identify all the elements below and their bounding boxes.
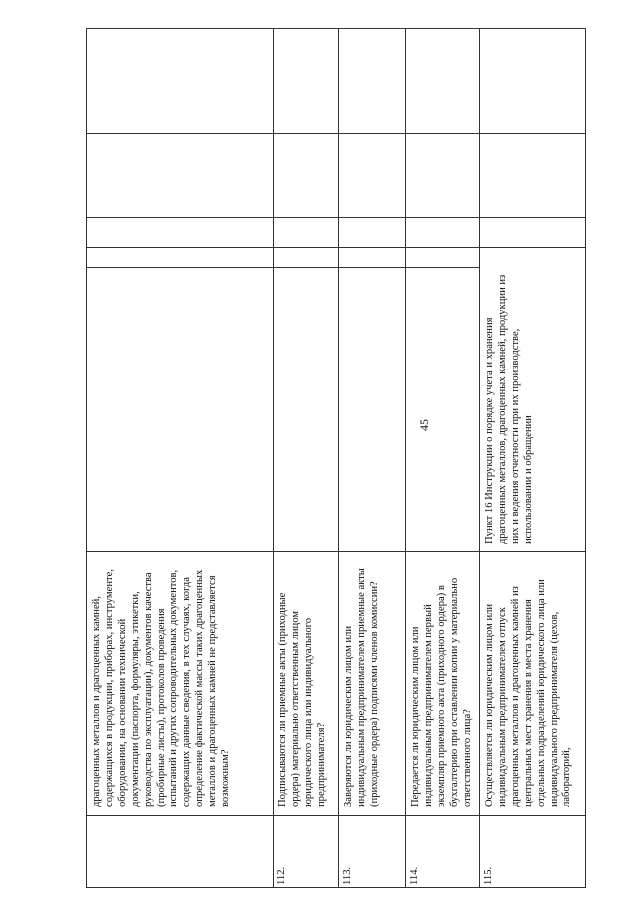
question-cell: Осуществляется ли юридическим лицом или индивидуальным предпринимателем отпуск драгоценных металлов и драгоценных камней из центральных мест хранения в места хранения отдельных подразделений юридического лица или индивидуального предпринимателя (цехов, лабораторий, [484, 579, 573, 807]
question-cell: Заверяются ли юридическим лицом или индивидуальным предпринимателем приемные акты (приходные ордера) подписями членов комиссии? [343, 568, 380, 807]
answer-column-divider [87, 247, 585, 248]
answer-column-divider [87, 217, 585, 218]
row-divider [338, 29, 339, 887]
question-cell: Передается ли юридическим лицом или индивидуальным предпринимателем первый экземпляр приемного акта (приходного ордера) в бухгалтерию при оставлении копии у материально ответственного лица? [410, 577, 473, 807]
question-column-divider [87, 551, 585, 552]
reference-cell: Пункт 16 Инструкции о порядке учета и хранения драгоценных металлов, драгоценных камней, продукции из них и ведения отчетности при их производстве, использовании и обращении [484, 274, 534, 544]
checklist-table [86, 28, 586, 888]
page-number: 45 [417, 419, 431, 431]
question-cell: Подписываются ли приемные акты (приходные ордера) материально ответственным лицом юридического лица или индивидуального предпринимателя? [277, 592, 327, 807]
row-number: 113. [342, 866, 353, 885]
row-number: 112. [276, 866, 287, 885]
row-divider [405, 29, 406, 887]
remarks-column-divider [87, 133, 585, 134]
row-divider [273, 29, 274, 887]
number-column-divider [87, 815, 585, 816]
row-number: 115. [483, 866, 494, 885]
question-cell: драгоценных металлов и драгоценных камней, содержащихся в продукции, приборах, инструменте, оборудовании, на основании технической документации (паспорта, формуляры, этикетки, руководства по эксплуатации), документов качества (пробирные листы), протоколов проведения испытаний и других сопроводительных документов, содержащих данные сведения, в тех случаях, когда определение фактической массы таких драгоценных металлов и драгоценных камней не представляется возможным? [91, 569, 232, 807]
row-divider [479, 29, 480, 887]
row-number: 114. [409, 866, 420, 885]
reference-column-divider [87, 267, 479, 268]
